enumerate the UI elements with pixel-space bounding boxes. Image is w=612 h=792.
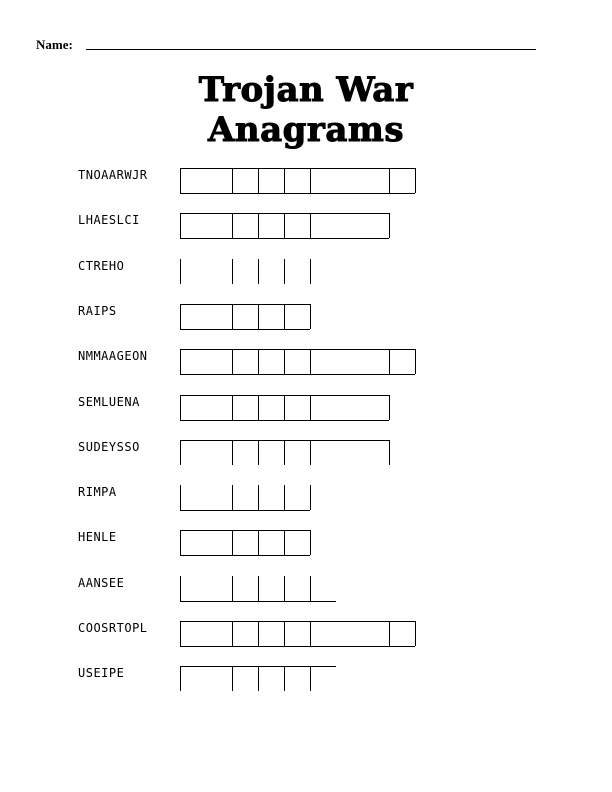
scrambled-word: SEMLUENA <box>78 395 140 409</box>
scrambled-word: USEIPE <box>78 666 125 680</box>
scrambled-word: TNOAARWJR <box>78 168 148 182</box>
scrambled-word: HENLE <box>78 530 117 544</box>
title-line-1: Trojan War <box>198 70 414 110</box>
scrambled-word: LHAESLCI <box>78 213 140 227</box>
scrambled-word: RAIPS <box>78 304 117 318</box>
scrambled-word: AANSEE <box>78 576 125 590</box>
scrambled-word: NMMAAGEON <box>78 349 148 363</box>
title-line-2: Anagrams <box>208 110 404 150</box>
scrambled-word: SUDEYSSO <box>78 440 140 454</box>
scrambled-word: COOSRTOPL <box>78 621 148 635</box>
name-label: Name: <box>36 37 73 52</box>
scrambled-word: RIMPA <box>78 485 117 499</box>
scrambled-word: CTREHO <box>78 259 125 273</box>
